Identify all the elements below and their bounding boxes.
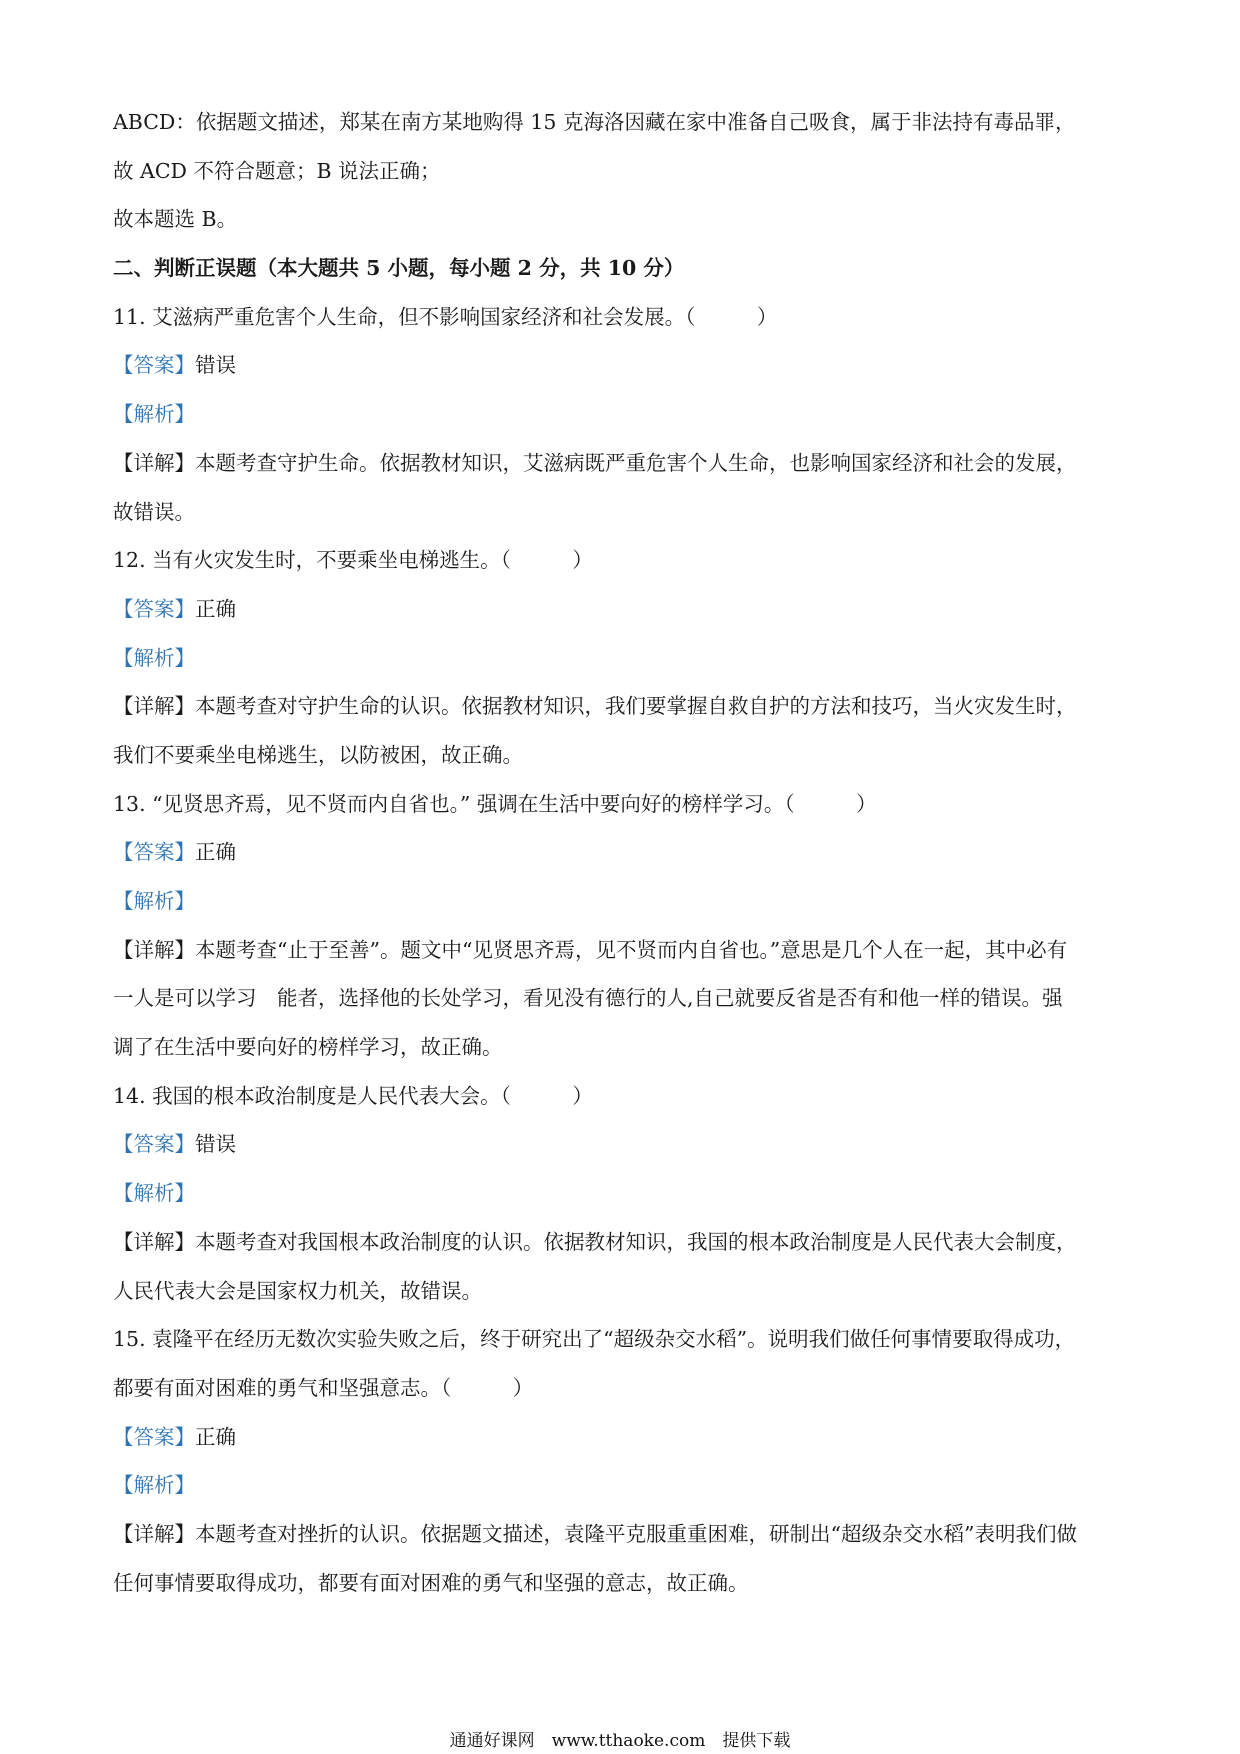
- analysis-label: 【解析】: [113, 889, 195, 913]
- analysis-line: [113, 877, 1133, 926]
- detail-label: 【详解】: [113, 937, 195, 962]
- footer-watermark: 通通好课网 www.tthaoke.com 提供下载: [449, 1731, 791, 1751]
- question-block: [113, 536, 1133, 779]
- detail-line: [113, 926, 1133, 975]
- analysis-line: [113, 390, 1133, 439]
- detail-label: 【详解】: [113, 450, 195, 475]
- question-block: [113, 293, 1133, 536]
- answer-label: 【答案】: [113, 1132, 195, 1157]
- analysis-label: 【解析】: [113, 645, 195, 670]
- detail-line: 任何事情要取得成功，都要有面对困难的勇气和坚强的意志，故正确。: [113, 1570, 749, 1595]
- detail-line: [113, 682, 1133, 731]
- answer-line: [113, 828, 1133, 877]
- answer-value: 正确: [195, 1424, 236, 1449]
- answer-label: 【答案】: [113, 596, 195, 621]
- answer-value: 正确: [195, 840, 236, 865]
- question-block: [113, 780, 1133, 1072]
- analysis-line: [113, 634, 1133, 683]
- document-page: [113, 98, 1133, 1607]
- detail-text: 本题考查守护生命。依据教材知识，艾滋病既严重危害个人生命，也影响国家经济和社会的发展，: [195, 450, 1077, 475]
- analysis-line: [113, 1169, 1133, 1218]
- answer-label: 【答案】: [113, 1424, 195, 1449]
- question-stem: 13. “见贤思齐焉，见不贤而内自省也。” 强调在生活中要向好的榜样学习。（ ）: [113, 791, 877, 816]
- answer-line: [113, 1413, 1133, 1462]
- section-title: 二、判断正误题（本大题共 5 小题，每小题 2 分，共 10 分）: [113, 256, 685, 281]
- analysis-label: 【解析】: [113, 1181, 195, 1206]
- question-block: [113, 1315, 1133, 1607]
- detail-text: 本题考查对我国根本政治制度的认识。依据教材知识，我国的根本政治制度是人民代表大会制度，: [195, 1229, 1077, 1254]
- detail-line: [113, 1510, 1133, 1559]
- intro-conclusion: 故本题选 B。: [113, 207, 238, 232]
- answer-value: 错误: [195, 1132, 236, 1157]
- detail-text: 本题考查“止于至善”。题文中“见贤思齐焉，见不贤而内自省也。”意思是几个人在一起，其中必有: [195, 937, 1068, 962]
- detail-label: 【详解】: [113, 1229, 195, 1254]
- answer-line: [113, 1120, 1133, 1169]
- detail-line: 一人是可以学习 能者，选择他的长处学习，看见没有德行的人,自己就要反省是否有和他一样的错误。强: [113, 986, 1063, 1011]
- detail-line: 调了在生活中要向好的榜样学习，故正确。: [113, 1035, 503, 1060]
- answer-line: [113, 585, 1133, 634]
- answer-line: [113, 341, 1133, 390]
- analysis-line: [113, 1461, 1133, 1510]
- answer-value: 错误: [195, 353, 236, 378]
- question-stem: 14. 我国的根本政治制度是人民代表大会。（ ）: [113, 1083, 593, 1108]
- answer-label: 【答案】: [113, 353, 195, 378]
- intro-line-1: ABCD：依据题文描述，郑某在南方某地购得 15 克海洛因藏在家中准备自己吸食，属于非法持有毒品罪，: [113, 110, 1076, 134]
- detail-label: 【详解】: [113, 1521, 195, 1546]
- detail-line: 人民代表大会是国家权力机关，故错误。: [113, 1278, 482, 1303]
- intro-line-2: 故 ACD 不符合题意；B 说法正确；: [113, 158, 441, 183]
- detail-line: [113, 1218, 1133, 1267]
- question-stem: 都要有面对困难的勇气和坚强意志。（ ）: [113, 1375, 534, 1400]
- detail-line: [113, 439, 1133, 488]
- question-block: [113, 1072, 1133, 1315]
- question-stem: 12. 当有火灾发生时，不要乘坐电梯逃生。（ ）: [113, 548, 593, 573]
- detail-line: 我们不要乘坐电梯逃生，以防被困，故正确。: [113, 742, 523, 767]
- detail-text: 本题考查对守护生命的认识。依据教材知识，我们要掌握自救自护的方法和技巧，当火灾发生时，: [195, 694, 1077, 719]
- question-stem: 11. 艾滋病严重危害个人生命，但不影响国家经济和社会发展。（ ）: [113, 304, 778, 329]
- analysis-label: 【解析】: [113, 402, 195, 427]
- analysis-label: 【解析】: [113, 1473, 195, 1498]
- detail-label: 【详解】: [113, 694, 195, 719]
- answer-value: 正确: [195, 596, 236, 621]
- answer-label: 【答案】: [113, 840, 195, 865]
- question-stem: 15. 袁隆平在经历无数次实验失败之后，终于研究出了“超级杂交水稻”。说明我们做任何事情要取得成功，: [113, 1327, 1076, 1352]
- detail-text: 本题考查对挫折的认识。依据题文描述，袁隆平克服重重困难，研制出“超级杂交水稻”表明我们做: [195, 1521, 1077, 1546]
- detail-line: 故错误。: [113, 499, 195, 524]
